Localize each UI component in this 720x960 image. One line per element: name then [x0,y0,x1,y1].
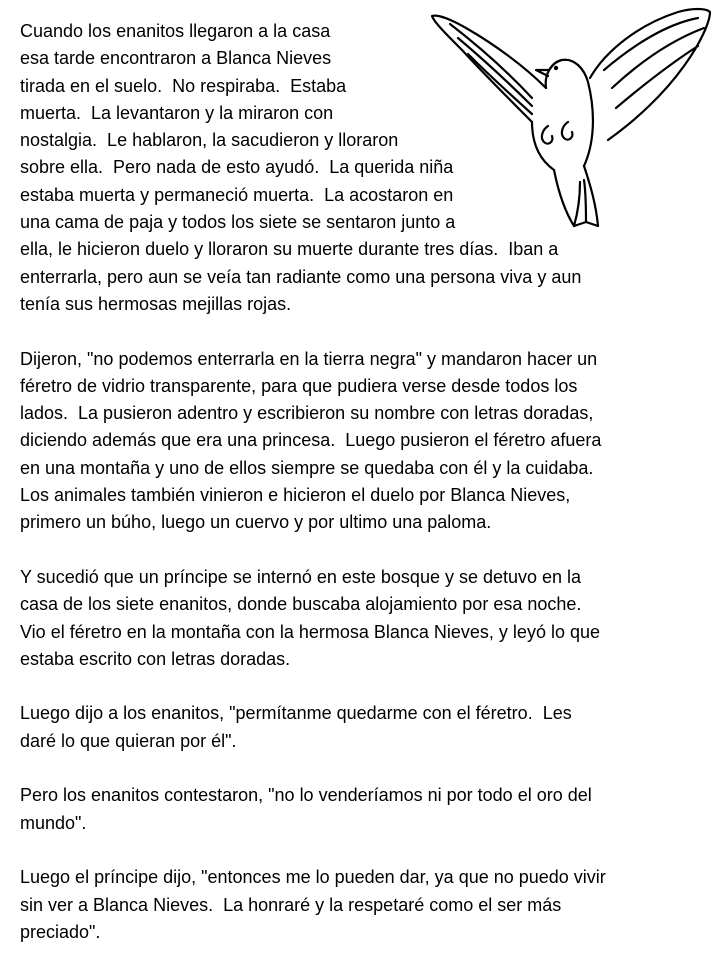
text-line: Vio el féretro en la montaña con la hermosa Blanca Nieves, y leyó lo que [20,621,600,642]
text-line: esa tarde encontraron a Blanca Nieves [20,48,332,69]
paragraph-4 [20,700,710,755]
text-line: enterrarla, pero aun se veía tan radiante como una persona viva y aun [20,266,582,287]
text-line: féretro de vidrio transparente, para que pudiera verse desde todos los [20,375,578,396]
text-line: ella, le hicieron duelo y lloraron su muerte durante tres días. Iban a [20,239,559,260]
text-line: preciado". [20,921,101,942]
text-line: Cuando los enanitos llegaron a la casa [20,21,331,41]
dove-icon [428,4,714,232]
text-line: estaba muerta y permaneció muerta. La acostaron en [20,184,454,205]
text-line: diciendo además que era una princesa. Luego pusieron el féretro afuera [20,430,602,451]
paragraph-3 [20,564,710,673]
text-line: tenía sus hermosas mejillas rojas. [20,293,292,314]
text-line: Dijeron, "no podemos enterrarla en la tierra negra" y mandaron hacer un [20,348,598,369]
text-line: en una montaña y uno de ellos siempre se quedaba con él y la cuidaba. [20,457,594,478]
text-line: Pero los enanitos contestaron, "no lo venderíamos ni por todo el oro del [20,785,592,806]
text-line: casa de los siete enanitos, donde buscaba alojamiento por esa noche. [20,594,582,615]
text-line: Luego dijo a los enanitos, "permítanme quedarme con el féretro. Les [20,703,572,724]
text-line: daré lo que quieran por él". [20,730,237,751]
text-line: estaba escrito con letras doradas. [20,648,291,669]
text-line: mundo". [20,812,87,833]
text-line: muerta. La levantaron y la miraron con [20,102,334,123]
paragraph-6 [20,864,710,946]
text-line: Luego el príncipe dijo, "entonces me lo pueden dar, ya que no puedo vivir [20,867,606,888]
text-line: Los animales también vinieron e hicieron el duelo por Blanca Nieves, [20,485,571,506]
text-line: primero un búho, luego un cuervo y por ultimo una paloma. [20,512,492,533]
text-line: lados. La pusieron adentro y escribieron su nombre con letras doradas, [20,403,594,424]
paragraph-2 [20,346,710,537]
paragraph-5 [20,782,710,837]
text-line: Y sucedió que un príncipe se internó en este bosque y se detuvo en la [20,566,582,587]
text-line: sin ver a Blanca Nieves. La honraré y la respetaré como el ser más [20,894,562,915]
text-line: nostalgia. Le hablaron, la sacudieron y lloraron [20,130,399,151]
text-line: sobre ella. Pero nada de esto ayudó. La querida niña [20,157,454,178]
text-line: tirada en el suelo. No respiraba. Estaba [20,75,347,96]
text-line: una cama de paja y todos los siete se sentaron junto a [20,212,456,233]
